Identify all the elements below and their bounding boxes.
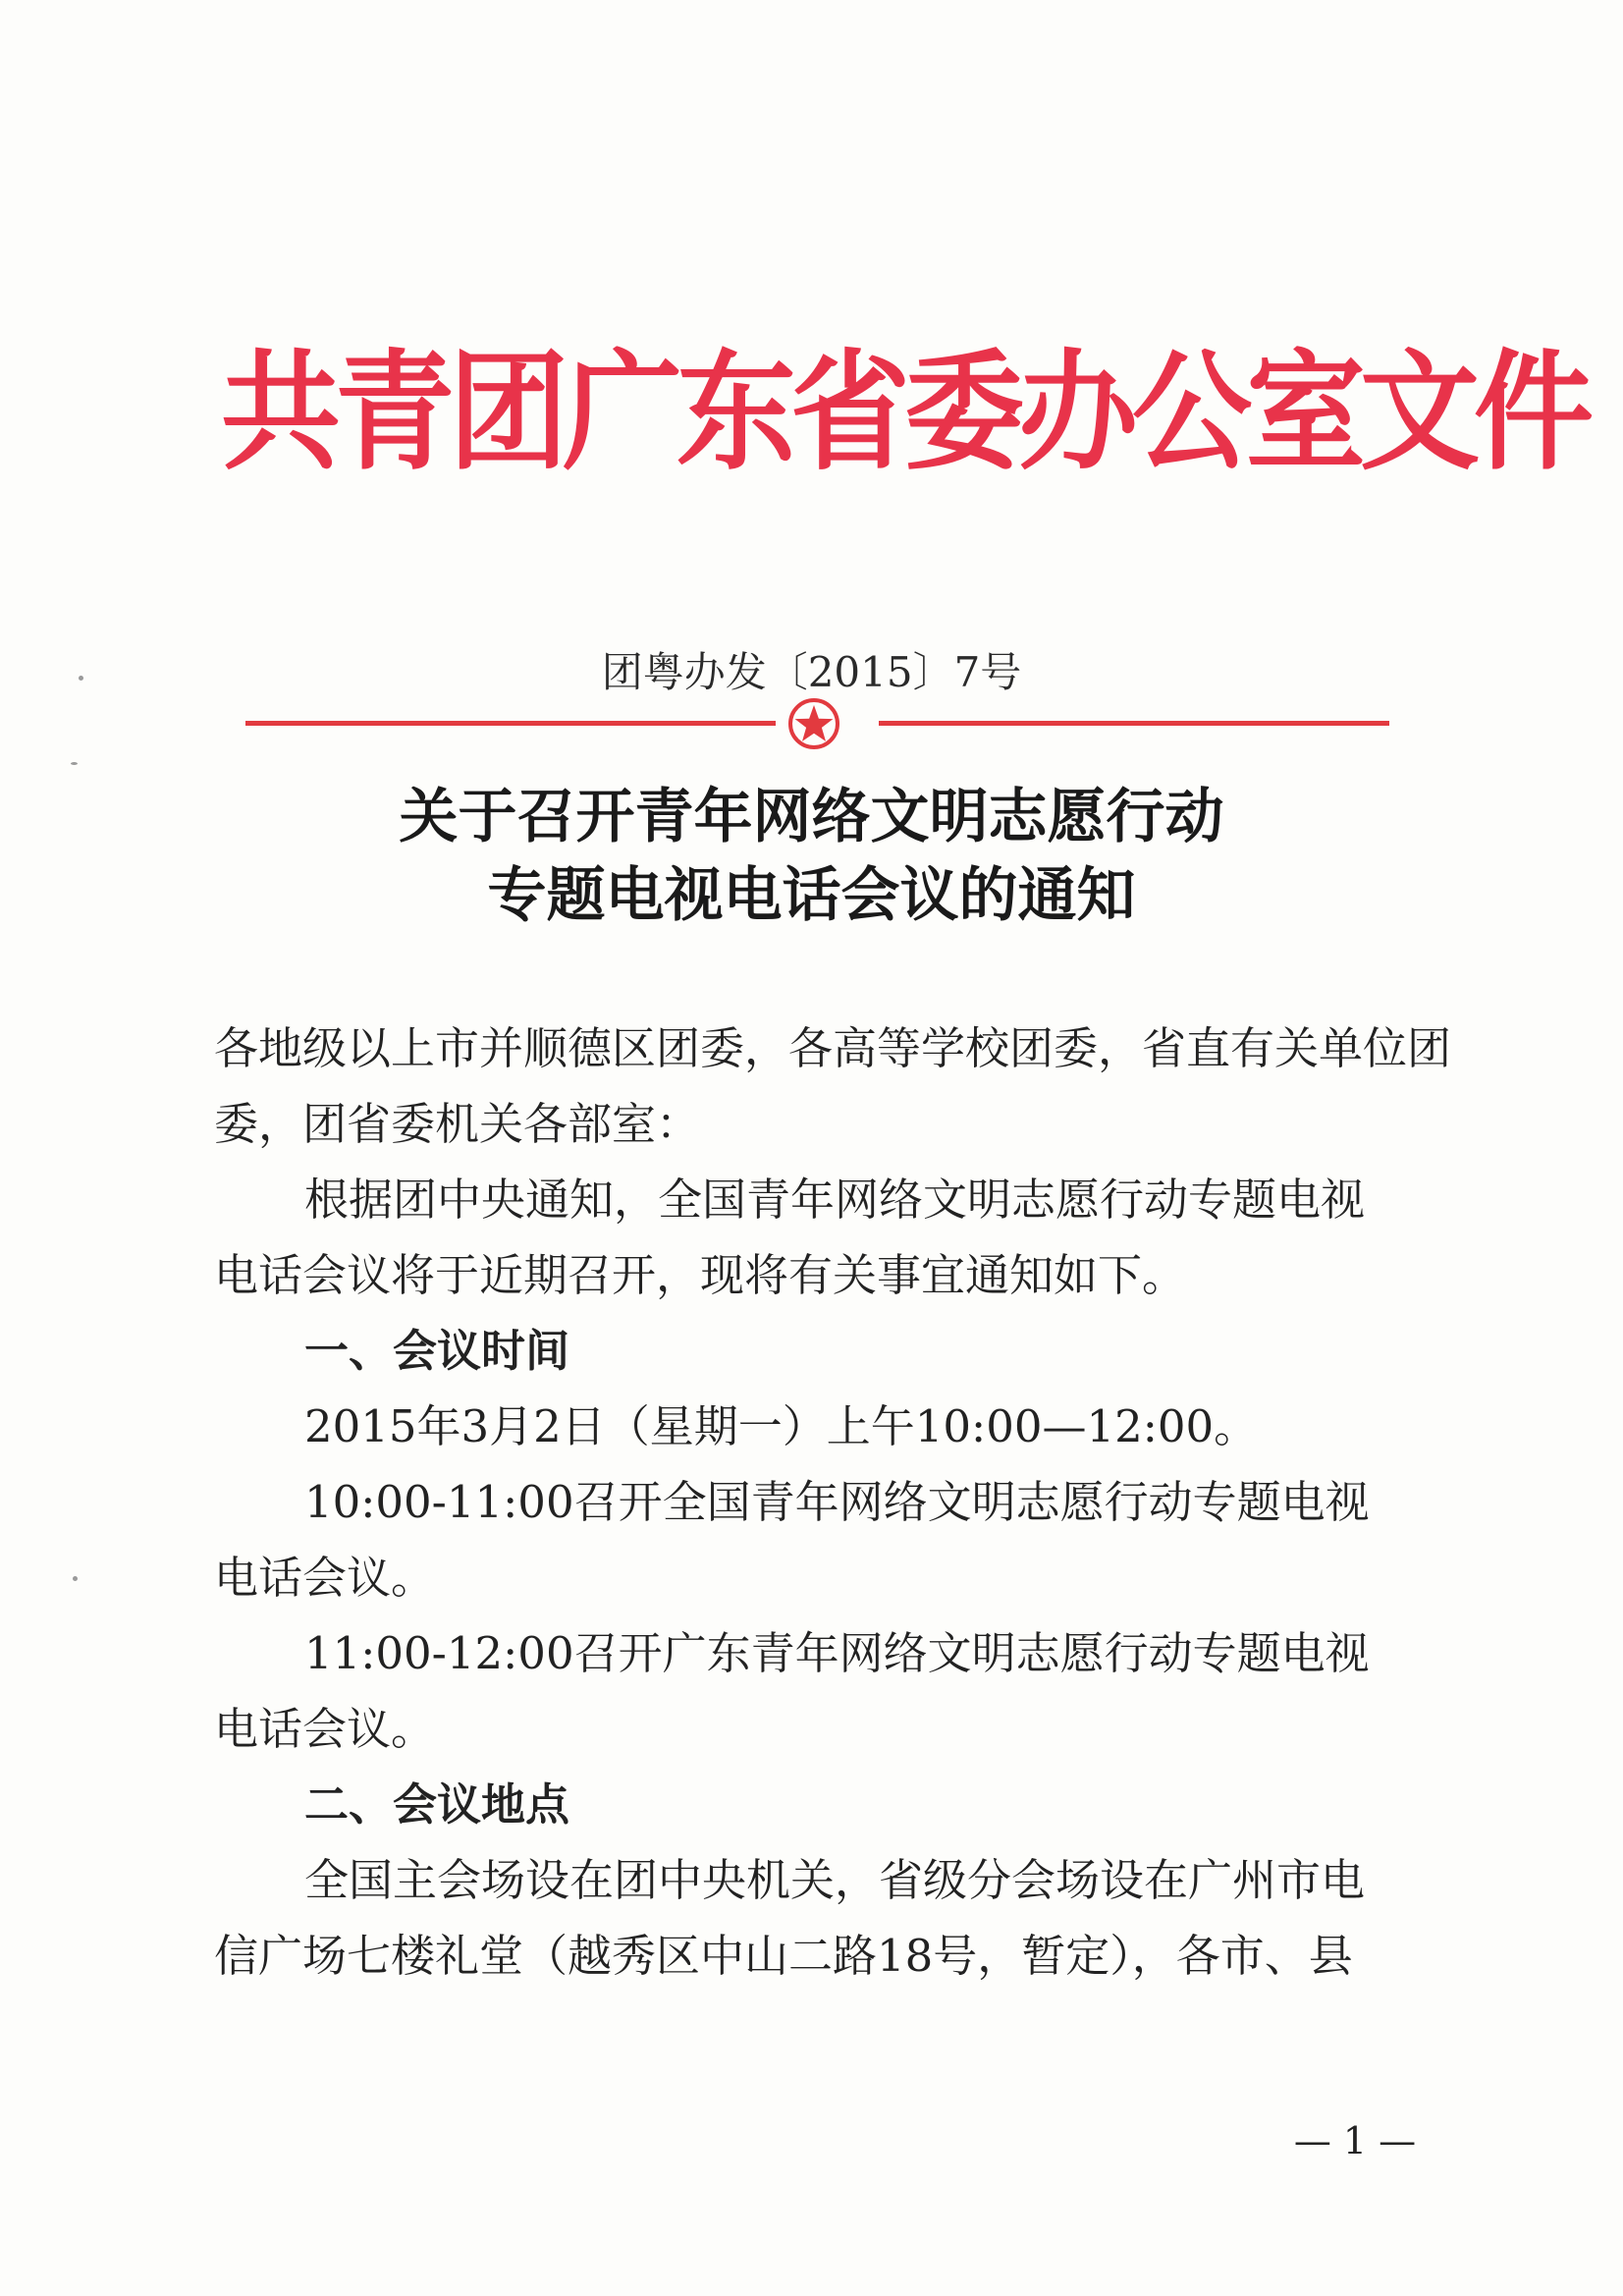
schedule-item-2-line-1: 11:00-12:00召开广东青年网络文明志愿行动专题电视 [304,1627,1370,1679]
section-1-heading: 一、会议时间 [304,1325,570,1377]
notice-title-line-1: 关于召开青年网络文明志愿行动 [399,783,1224,851]
notice-title-line-2: 专题电视电话会议的通知 [487,861,1136,930]
scan-speck [73,1576,78,1581]
recipients-line-2: 委，团省委机关各部室： [214,1098,701,1150]
venue-line-1: 全国主会场设在团中央机关，省级分会场设在广州市电 [304,1854,1366,1906]
scan-speck [71,762,78,765]
schedule-item-1-line-2: 电话会议。 [214,1552,436,1604]
page-number: — 1 — [1293,2119,1417,2162]
intro-line-1: 根据团中央通知，全国青年网络文明志愿行动专题电视 [304,1174,1366,1226]
venue-line-2: 信广场七楼礼堂（越秀区中山二路18号，暂定），各市、县 [214,1930,1353,1982]
meeting-date-line: 2015年3月2日（星期一）上午10:00—12:00。 [304,1400,1259,1452]
intro-line-2: 电话会议将于近期召开，现将有关事宜通知如下。 [214,1249,1187,1301]
document-number: 团粤办发〔2015〕7号 [601,648,1022,696]
red-star-emblem-icon [785,695,842,752]
red-rule-left [245,721,776,726]
scan-speck [79,676,83,681]
red-rule-right [879,721,1389,726]
masthead-title: 共青团广东省委办公室文件 [221,337,1588,488]
recipients-line-1: 各地级以上市并顺德区团委，各高等学校团委，省直有关单位团 [214,1022,1452,1074]
section-2-heading: 二、会议地点 [304,1778,570,1831]
schedule-item-2-line-2: 电话会议。 [214,1703,436,1755]
schedule-item-1-line-1: 10:00-11:00召开全国青年网络文明志愿行动专题电视 [304,1476,1370,1528]
